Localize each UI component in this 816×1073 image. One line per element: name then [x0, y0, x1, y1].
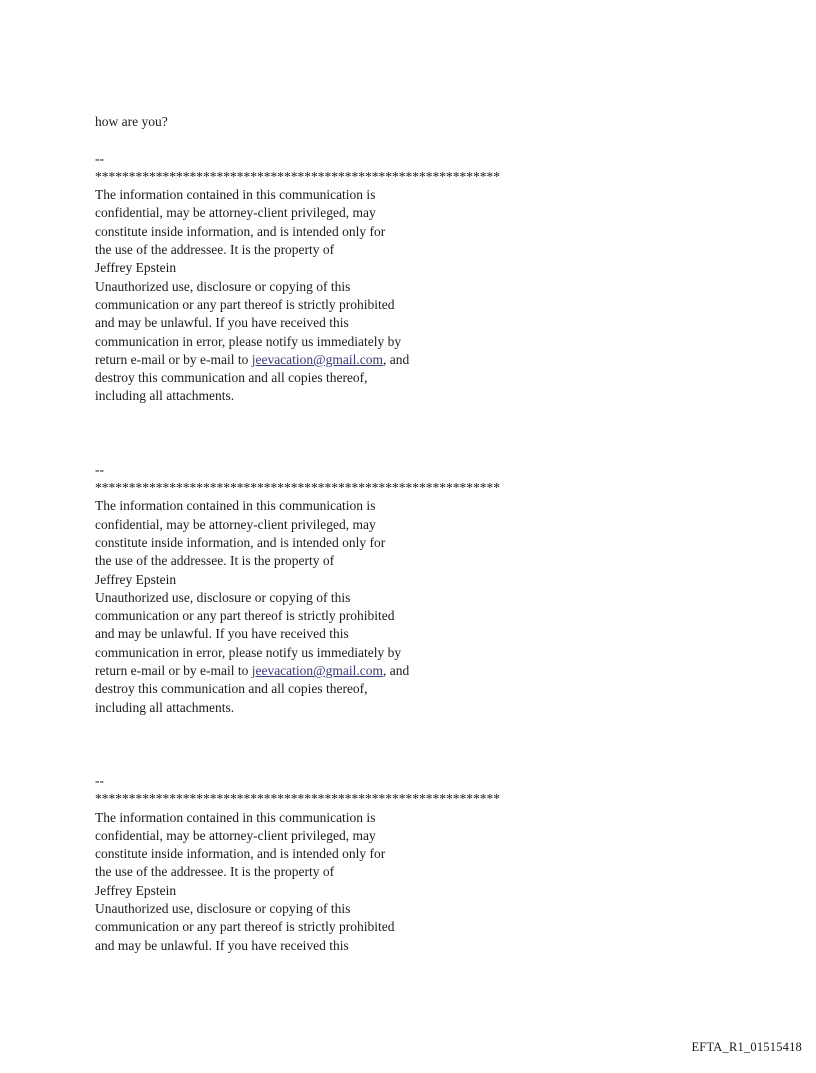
disclaimer-line: communication in error, please notify us immediately by	[95, 333, 402, 349]
return-email-suffix: , and	[382, 351, 410, 367]
separator-line: ************************************************************	[95, 791, 500, 807]
return-email-prefix: return e-mail or by e-mail to	[95, 663, 252, 679]
greeting-line: how are you?	[95, 114, 168, 129]
return-email-suffix: , and	[382, 663, 410, 679]
email-link[interactable]: jeevacation@gmail.com	[251, 663, 383, 679]
signature-dash: --	[95, 772, 104, 788]
disclaimer-line: constitute inside information, and is intended only for	[95, 534, 386, 550]
bates-number: EFTA_R1_01515418	[691, 1040, 802, 1054]
spacer	[95, 717, 655, 772]
spacer	[95, 131, 655, 149]
disclaimer-line: The information contained in this communication is	[95, 809, 376, 825]
disclaimer-line: the use of the addressee. It is the property of	[95, 864, 335, 880]
disclaimer-line: communication or any part thereof is strictly prohibited	[95, 919, 395, 935]
document-body	[95, 113, 655, 955]
disclaimer-line: the use of the addressee. It is the property of	[95, 553, 335, 569]
disclaimer-block-3	[95, 772, 655, 955]
disclaimer-block-2	[95, 461, 655, 717]
return-email-line	[95, 662, 655, 680]
signature-dash: --	[95, 150, 104, 166]
disclaimer-line: Unauthorized use, disclosure or copying of this	[95, 589, 351, 605]
disclaimer-line: confidential, may be attorney-client privileged, may	[95, 827, 376, 843]
disclaimer-line: including all attachments.	[95, 388, 235, 404]
disclaimer-line: including all attachments.	[95, 699, 235, 715]
disclaimer-line: and may be unlawful. If you have received this	[95, 937, 349, 953]
disclaimer-line: and may be unlawful. If you have received this	[95, 626, 349, 642]
spacer	[95, 406, 655, 461]
separator-line: ************************************************************	[95, 168, 500, 184]
disclaimer-line: communication in error, please notify us immediately by	[95, 644, 402, 660]
disclaimer-line: constitute inside information, and is intended only for	[95, 223, 386, 239]
disclaimer-line: The information contained in this communication is	[95, 187, 376, 203]
return-email-line	[95, 351, 655, 369]
separator-line: ************************************************************	[95, 480, 500, 496]
disclaimer-line: The information contained in this communication is	[95, 498, 376, 514]
disclaimer-line: confidential, may be attorney-client privileged, may	[95, 516, 376, 532]
disclaimer-block-1	[95, 150, 655, 406]
disclaimer-line: confidential, may be attorney-client privileged, may	[95, 205, 376, 221]
email-link[interactable]: jeevacation@gmail.com	[251, 351, 383, 367]
disclaimer-line: communication or any part thereof is strictly prohibited	[95, 608, 395, 624]
disclaimer-line: Unauthorized use, disclosure or copying of this	[95, 278, 351, 294]
disclaimer-line: constitute inside information, and is intended only for	[95, 846, 386, 862]
owner-name: Jeffrey Epstein	[95, 571, 177, 587]
disclaimer-line: destroy this communication and all copies thereof,	[95, 370, 368, 386]
disclaimer-line: destroy this communication and all copies thereof,	[95, 681, 368, 697]
disclaimer-line: the use of the addressee. It is the property of	[95, 242, 335, 258]
return-email-prefix: return e-mail or by e-mail to	[95, 351, 252, 367]
disclaimer-line: communication or any part thereof is strictly prohibited	[95, 296, 395, 312]
owner-name: Jeffrey Epstein	[95, 260, 177, 276]
disclaimer-line: and may be unlawful. If you have received this	[95, 315, 349, 331]
signature-dash: --	[95, 461, 104, 477]
disclaimer-line: Unauthorized use, disclosure or copying of this	[95, 900, 351, 916]
owner-name: Jeffrey Epstein	[95, 882, 177, 898]
